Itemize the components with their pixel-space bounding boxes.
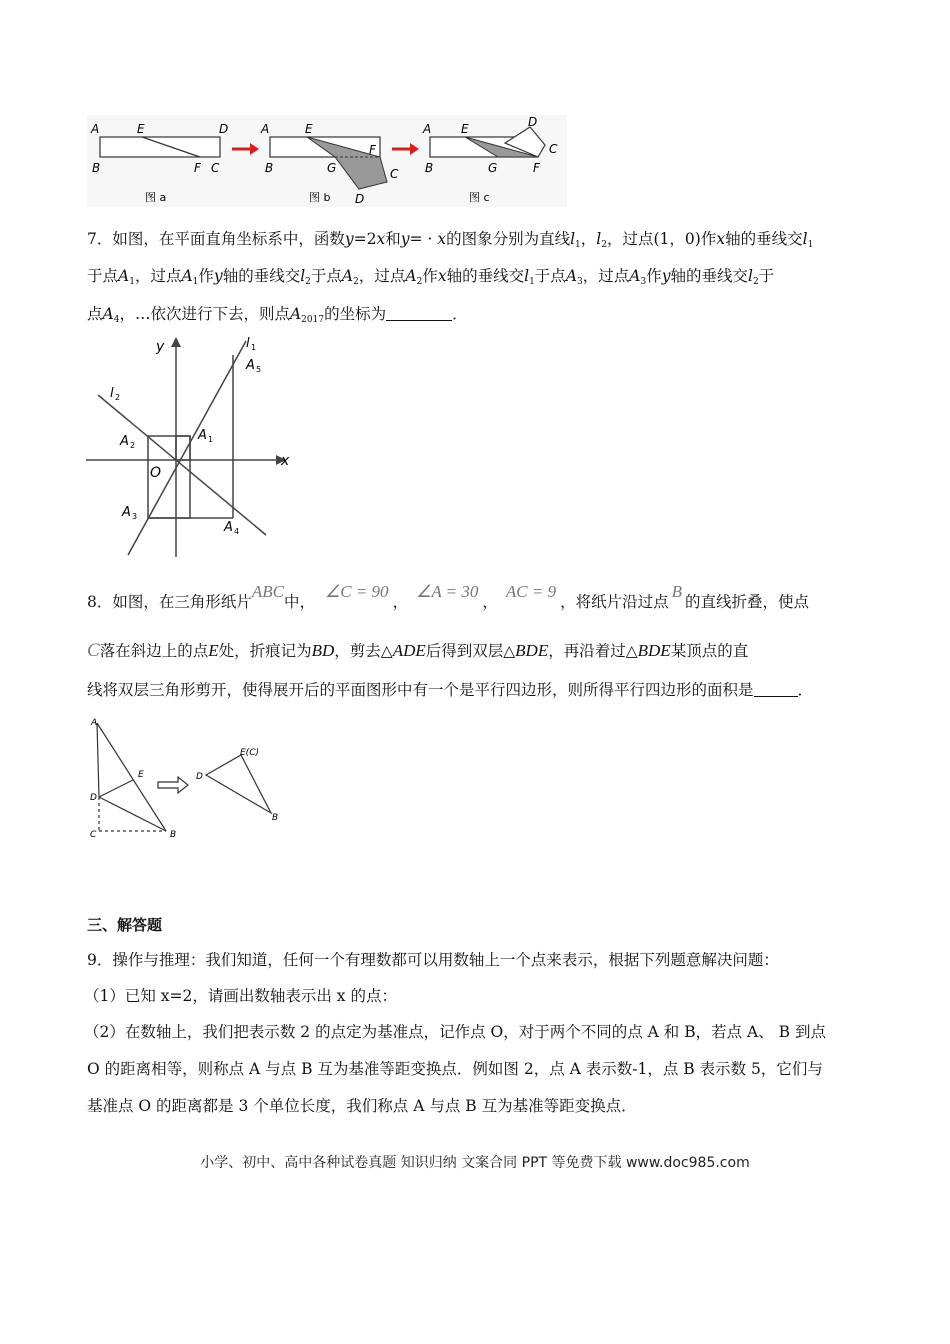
- q7-text: 轴的垂线交: [446, 267, 525, 285]
- q7-text: 1: [529, 277, 535, 287]
- q7-text: 和: [385, 230, 401, 248]
- svg-text:E: E: [461, 122, 469, 136]
- q8-text: 处，折痕记为: [218, 642, 312, 660]
- svg-text:y: y: [156, 339, 165, 355]
- q7-text: A: [181, 267, 193, 285]
- q9-line-2: （1）已知 x=2，请画出数轴表示出 x 的点：: [84, 987, 397, 1005]
- svg-text:D: D: [90, 793, 97, 803]
- q7-text: 于点: [87, 267, 119, 285]
- q7-text: 1: [575, 240, 581, 250]
- q8-text: 某顶点的直: [670, 642, 749, 660]
- q7-text: 于点: [310, 267, 342, 285]
- q7-text: A: [102, 305, 114, 323]
- svg-text:l: l: [246, 336, 250, 351]
- svg-text:C: C: [90, 830, 97, 840]
- q8-math: BDE: [637, 641, 671, 660]
- svg-text:图 c: 图 c: [469, 191, 490, 204]
- svg-text:D: D: [528, 115, 538, 129]
- q7-text: A: [405, 267, 417, 285]
- q7-text: A: [118, 267, 130, 285]
- svg-text:A: A: [224, 520, 233, 535]
- q8-text: 中，: [283, 593, 315, 611]
- q7-text: 于: [758, 267, 775, 285]
- q7-text: ，过点: [134, 267, 182, 285]
- svg-text:2: 2: [130, 441, 136, 450]
- q9-line-3: （2）在数轴上，我们把表示数 2 的点定为基准点，记作点 O，对于两个不同的点 A 和 B，若点 A、 B 到点: [84, 1023, 826, 1041]
- q7-text: x: [716, 230, 726, 248]
- svg-text:B: B: [425, 161, 434, 175]
- q7-text: 于点: [534, 267, 566, 285]
- q9-line-5: 基准点 O 的距离都是 3 个单位长度，我们称点 A 与点 B 互为基准等距变换点．: [87, 1097, 637, 1115]
- q7-line-3: [87, 304, 867, 330]
- q7-text: y: [344, 230, 354, 248]
- svg-text:G: G: [327, 161, 337, 175]
- q8-line-1: [87, 582, 867, 612]
- answer-blank: [754, 682, 798, 697]
- q8-text: ，: [482, 593, 498, 611]
- svg-text:A: A: [91, 122, 100, 136]
- q7-text: A: [565, 267, 578, 285]
- q7-text: ，…依次进行下去，则点: [119, 305, 290, 323]
- svg-text:D: D: [355, 192, 365, 206]
- q8-math: ABC: [251, 582, 284, 601]
- q7-text: 的坐标为: [324, 305, 387, 323]
- svg-text:图 b: 图 b: [309, 191, 331, 204]
- q7-text: 4: [113, 315, 120, 325]
- q7-text: x: [437, 230, 447, 248]
- page-footer: 小学、初中、高中各种试卷真题 知识归纳 文案合同 PPT 等免费下载 www.doc985.com: [200, 1155, 750, 1171]
- q7-text: l: [570, 230, 576, 248]
- q7-text: 1: [192, 277, 199, 287]
- q7-text: A: [341, 267, 354, 285]
- q7-text: l: [596, 230, 602, 248]
- svg-text:A: A: [122, 505, 131, 520]
- svg-text:3: 3: [132, 512, 138, 521]
- svg-text:2: 2: [115, 393, 121, 402]
- q8-text: 8．如图，在三角形纸片: [87, 593, 252, 611]
- q8-math: E: [208, 641, 219, 660]
- q8-text: ，将纸片沿过点: [560, 593, 669, 611]
- svg-text:图 a: 图 a: [145, 191, 167, 204]
- q8-math: C: [87, 640, 100, 661]
- q8-text: ，剪去△: [334, 642, 393, 660]
- q7-text: l: [524, 267, 530, 285]
- svg-text:5: 5: [256, 365, 262, 374]
- q7-text: 1: [129, 277, 135, 287]
- svg-text:4: 4: [234, 527, 240, 536]
- svg-text:A: A: [91, 718, 98, 728]
- q8-text: ．: [797, 681, 814, 699]
- q8-math: BD: [311, 641, 335, 660]
- svg-text:F: F: [194, 161, 201, 175]
- q7-text: ，过点: [358, 267, 406, 285]
- svg-text:B: B: [92, 161, 101, 175]
- svg-text:E: E: [305, 122, 313, 136]
- svg-text:C: C: [211, 161, 220, 175]
- q7-text: ，过点: [582, 267, 630, 285]
- q8-line-3: [87, 680, 867, 700]
- q8-text: 线将双层三角形剪开，使得展开后的平面图形中有一个是平行四边形，则所得平行四边形的面积是: [87, 681, 754, 699]
- q7-text: x: [376, 230, 386, 248]
- q7-text: 轴的垂线交: [670, 267, 748, 285]
- q7-text: A: [629, 267, 641, 285]
- q8-line-2: [87, 641, 867, 661]
- q8-math: AC = 9: [505, 582, 557, 601]
- q7-text: l: [300, 267, 306, 285]
- q8-math: B: [671, 582, 682, 601]
- svg-text:l: l: [110, 386, 114, 401]
- svg-text:G: G: [488, 161, 498, 175]
- q8-math: BDE: [515, 641, 549, 660]
- q8-text: 后得到双层△: [425, 642, 516, 660]
- q7-text: ．: [452, 305, 468, 323]
- q7-text: ，过点(1，0)作: [607, 230, 717, 248]
- q7-text: 2: [305, 277, 311, 287]
- svg-text:A: A: [261, 122, 270, 136]
- svg-text:F: F: [533, 161, 540, 175]
- q7-text: 3: [577, 277, 583, 287]
- q8-math: ∠C = 90: [325, 582, 389, 601]
- q8-text: ，: [392, 593, 409, 611]
- q8-text: ，再沿着过△: [548, 642, 638, 660]
- q7-text: 2: [752, 277, 759, 287]
- coordinate-figure: [86, 335, 296, 560]
- svg-text:O: O: [150, 465, 162, 481]
- q7-line-1: [87, 229, 867, 255]
- q8-text: 的直线折叠，使点: [685, 593, 810, 611]
- q8-math: ∠A = 30: [416, 582, 479, 601]
- q7-text: y: [213, 267, 223, 285]
- svg-text:E: E: [138, 770, 144, 780]
- answer-blank: [386, 306, 452, 321]
- q7-line-2: [87, 266, 867, 292]
- q7-text: 作: [646, 267, 662, 285]
- q7-text: 2017: [301, 315, 325, 325]
- q7-text: y: [661, 267, 671, 285]
- q7-text: 轴的垂线交: [222, 267, 301, 285]
- q7-text: 作: [422, 267, 438, 285]
- q7-text: ，: [580, 230, 597, 248]
- triangle-fold-figure: [86, 713, 286, 841]
- svg-text:A: A: [120, 434, 129, 449]
- q7-text: 的图象分别为直线: [446, 230, 571, 248]
- q8-math: ADE: [392, 641, 426, 660]
- q7-text: l: [748, 267, 753, 285]
- svg-text:A: A: [198, 428, 207, 443]
- q7-text: x: [437, 267, 447, 285]
- svg-text:A: A: [246, 358, 255, 373]
- q7-text: 7．如图，在平面直角坐标系中，函数: [87, 230, 345, 248]
- q7-text: 点: [87, 305, 103, 323]
- q7-text: 2: [416, 277, 423, 287]
- q7-text: y: [400, 230, 410, 248]
- q7-text: =2: [353, 230, 377, 248]
- svg-text:1: 1: [251, 343, 257, 352]
- svg-text:D: D: [196, 772, 203, 782]
- q7-text: l: [802, 230, 808, 248]
- svg-text:D: D: [219, 122, 229, 136]
- q9-line-1: 9．操作与推理：我们知道，任何一个有理数都可以用数轴上一个点来表示，根据下列题意解决问题：: [87, 951, 779, 969]
- y-axis-arrow-icon: [171, 337, 181, 347]
- q7-text: 2: [353, 277, 359, 287]
- folding-strip-figure: [87, 115, 567, 207]
- q7-text: = ·: [409, 230, 438, 248]
- q7-text: 3: [640, 277, 647, 287]
- q7-text: A: [289, 305, 302, 323]
- svg-text:B: B: [170, 830, 177, 840]
- q7-text: 1: [807, 240, 814, 250]
- svg-text:B: B: [272, 813, 279, 823]
- q7-text: 轴的垂线交: [725, 230, 803, 248]
- q8-text: 落在斜边上的点: [99, 642, 209, 660]
- q7-text: 作: [198, 267, 214, 285]
- svg-text:1: 1: [208, 435, 214, 444]
- q9-line-4: O 的距离相等，则称点 A 与点 B 互为基准等距变换点．例如图 2，点 A 表示数-1，点 B 表示数 5，它们与: [87, 1060, 823, 1078]
- svg-text:F: F: [369, 143, 376, 157]
- svg-text:C: C: [390, 167, 399, 181]
- svg-text:A: A: [423, 122, 432, 136]
- svg-text:E: E: [137, 122, 145, 136]
- svg-text:x: x: [281, 453, 290, 469]
- svg-text:E(C): E(C): [240, 748, 259, 758]
- svg-text:B: B: [265, 161, 274, 175]
- svg-text:C: C: [549, 142, 558, 156]
- q7-text: 2: [601, 240, 607, 250]
- section-heading: 三、解答题: [87, 916, 163, 934]
